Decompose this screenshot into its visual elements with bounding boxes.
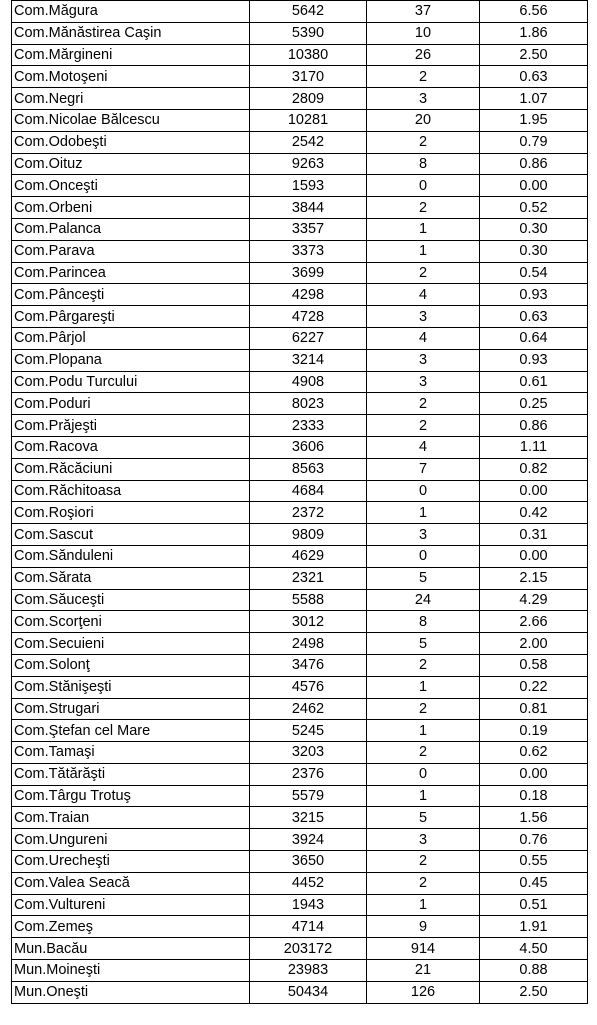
table-row [12,44,588,66]
rate-cell: 0.86 [480,153,588,175]
count-cell: 24 [367,589,480,611]
rate-cell: 0.30 [480,240,588,262]
table-row [12,88,588,110]
rate-cell: 0.63 [480,66,588,88]
population-cell: 3214 [250,349,367,371]
locality-name-cell: Com.Pânceşti [12,284,250,306]
population-cell: 6227 [250,327,367,349]
population-cell: 4684 [250,480,367,502]
table-row [12,197,588,219]
population-cell: 3012 [250,611,367,633]
count-cell: 2 [367,698,480,720]
rate-cell: 1.91 [480,916,588,938]
population-cell: 3476 [250,654,367,676]
rate-cell: 1.11 [480,436,588,458]
population-cell: 8023 [250,393,367,415]
population-cell: 5642 [250,1,367,23]
table-row [12,611,588,633]
locality-name-cell: Com.Tătărăşti [12,763,250,785]
population-cell: 2809 [250,88,367,110]
table-row [12,349,588,371]
count-cell: 3 [367,524,480,546]
rate-cell: 0.58 [480,654,588,676]
table-row [12,524,588,546]
table-row [12,938,588,960]
locality-name-cell: Com.Pârjol [12,327,250,349]
count-cell: 1 [367,240,480,262]
count-cell: 2 [367,131,480,153]
table-row [12,371,588,393]
locality-name-cell: Com.Scorţeni [12,611,250,633]
table-row [12,240,588,262]
table-row [12,415,588,437]
rate-cell: 1.95 [480,109,588,131]
rate-cell: 0.00 [480,175,588,197]
population-cell: 4908 [250,371,367,393]
locality-name-cell: Com.Ungureni [12,829,250,851]
table-row [12,742,588,764]
count-cell: 2 [367,415,480,437]
table-row [12,502,588,524]
count-cell: 1 [367,676,480,698]
locality-name-cell: Com.Nicolae Bălcescu [12,109,250,131]
locality-name-cell: Com.Racova [12,436,250,458]
rate-cell: 0.63 [480,306,588,328]
rate-cell: 0.52 [480,197,588,219]
table-row [12,763,588,785]
table-row [12,567,588,589]
count-cell: 2 [367,851,480,873]
rate-cell: 1.07 [480,88,588,110]
population-cell: 3924 [250,829,367,851]
locality-name-cell: Com.Valea Seacă [12,872,250,894]
locality-name-cell: Com.Măgura [12,1,250,23]
locality-name-cell: Com.Urecheşti [12,851,250,873]
rate-cell: 0.45 [480,872,588,894]
locality-name-cell: Com.Stănişeşti [12,676,250,698]
count-cell: 7 [367,458,480,480]
count-cell: 0 [367,763,480,785]
table-row [12,436,588,458]
rate-cell: 0.79 [480,131,588,153]
rate-cell: 0.22 [480,676,588,698]
population-cell: 3606 [250,436,367,458]
rate-cell: 0.19 [480,720,588,742]
table-row [12,327,588,349]
locality-name-cell: Com.Prăjeşti [12,415,250,437]
population-cell: 3650 [250,851,367,873]
count-cell: 8 [367,611,480,633]
rate-cell: 0.61 [480,371,588,393]
count-cell: 126 [367,981,480,1003]
rate-cell: 4.50 [480,938,588,960]
table-row [12,589,588,611]
locality-name-cell: Com.Ştefan cel Mare [12,720,250,742]
count-cell: 1 [367,218,480,240]
rate-cell: 0.18 [480,785,588,807]
count-cell: 37 [367,1,480,23]
table-row [12,480,588,502]
locality-name-cell: Com.Sărata [12,567,250,589]
locality-name-cell: Com.Săuceşti [12,589,250,611]
table-row [12,262,588,284]
count-cell: 3 [367,349,480,371]
table-row [12,458,588,480]
count-cell: 3 [367,88,480,110]
locality-name-cell: Com.Solonţ [12,654,250,676]
locality-name-cell: Com.Pârgareşti [12,306,250,328]
table-row [12,66,588,88]
locality-name-cell: Com.Motoşeni [12,66,250,88]
count-cell: 2 [367,197,480,219]
population-cell: 3373 [250,240,367,262]
locality-name-cell: Com.Orbeni [12,197,250,219]
locality-name-cell: Com.Plopana [12,349,250,371]
population-cell: 5390 [250,22,367,44]
table-body [12,1,588,1004]
table-row [12,785,588,807]
locality-name-cell: Com.Răchitoasa [12,480,250,502]
population-cell: 3170 [250,66,367,88]
population-cell: 5579 [250,785,367,807]
rate-cell: 2.00 [480,633,588,655]
rate-cell: 2.50 [480,44,588,66]
rate-cell: 0.82 [480,458,588,480]
rate-cell: 2.50 [480,981,588,1003]
population-cell: 50434 [250,981,367,1003]
locality-name-cell: Com.Mănăstirea Caşin [12,22,250,44]
rate-cell: 4.29 [480,589,588,611]
locality-name-cell: Mun.Moineşti [12,960,250,982]
table-row [12,894,588,916]
population-cell: 9809 [250,524,367,546]
population-cell: 2372 [250,502,367,524]
locality-name-cell: Com.Strugari [12,698,250,720]
locality-name-cell: Com.Mărgineni [12,44,250,66]
locality-name-cell: Mun.Bacău [12,938,250,960]
locality-name-cell: Com.Tamaşi [12,742,250,764]
rate-cell: 0.64 [480,327,588,349]
locality-name-cell: Com.Oituz [12,153,250,175]
table-row [12,22,588,44]
count-cell: 2 [367,742,480,764]
data-table-container [11,0,587,1004]
table-row [12,153,588,175]
count-cell: 1 [367,785,480,807]
rate-cell: 0.00 [480,545,588,567]
table-row [12,916,588,938]
count-cell: 2 [367,872,480,894]
rate-cell: 1.56 [480,807,588,829]
locality-statistics-table [11,0,588,1004]
population-cell: 8563 [250,458,367,480]
locality-name-cell: Com.Târgu Trotuş [12,785,250,807]
population-cell: 4714 [250,916,367,938]
population-cell: 4452 [250,872,367,894]
population-cell: 3215 [250,807,367,829]
rate-cell: 0.88 [480,960,588,982]
table-row [12,109,588,131]
count-cell: 3 [367,829,480,851]
table-row [12,720,588,742]
count-cell: 8 [367,153,480,175]
rate-cell: 2.66 [480,611,588,633]
table-row [12,545,588,567]
locality-name-cell: Com.Vultureni [12,894,250,916]
rate-cell: 0.51 [480,894,588,916]
table-row [12,851,588,873]
population-cell: 1593 [250,175,367,197]
population-cell: 203172 [250,938,367,960]
locality-name-cell: Com.Parincea [12,262,250,284]
locality-name-cell: Com.Traian [12,807,250,829]
count-cell: 9 [367,916,480,938]
table-row [12,829,588,851]
count-cell: 5 [367,633,480,655]
locality-name-cell: Com.Răcăciuni [12,458,250,480]
population-cell: 4576 [250,676,367,698]
population-cell: 3203 [250,742,367,764]
table-row [12,960,588,982]
table-row [12,807,588,829]
count-cell: 4 [367,327,480,349]
population-cell: 4728 [250,306,367,328]
table-row [12,306,588,328]
population-cell: 1943 [250,894,367,916]
population-cell: 2321 [250,567,367,589]
population-cell: 2542 [250,131,367,153]
count-cell: 914 [367,938,480,960]
count-cell: 4 [367,436,480,458]
rate-cell: 1.86 [480,22,588,44]
locality-name-cell: Com.Onceşti [12,175,250,197]
table-row [12,1,588,23]
count-cell: 21 [367,960,480,982]
population-cell: 4629 [250,545,367,567]
locality-name-cell: Com.Negri [12,88,250,110]
rate-cell: 0.86 [480,415,588,437]
rate-cell: 0.81 [480,698,588,720]
rate-cell: 0.30 [480,218,588,240]
count-cell: 2 [367,262,480,284]
count-cell: 26 [367,44,480,66]
rate-cell: 0.54 [480,262,588,284]
population-cell: 10380 [250,44,367,66]
count-cell: 3 [367,371,480,393]
table-row [12,698,588,720]
population-cell: 3844 [250,197,367,219]
locality-name-cell: Com.Palanca [12,218,250,240]
population-cell: 2376 [250,763,367,785]
population-cell: 2462 [250,698,367,720]
locality-name-cell: Com.Zemeş [12,916,250,938]
count-cell: 20 [367,109,480,131]
locality-name-cell: Mun.Oneşti [12,981,250,1003]
rate-cell: 0.31 [480,524,588,546]
locality-name-cell: Com.Odobeşti [12,131,250,153]
table-row [12,131,588,153]
rate-cell: 6.56 [480,1,588,23]
population-cell: 3357 [250,218,367,240]
rate-cell: 0.93 [480,284,588,306]
locality-name-cell: Com.Sănduleni [12,545,250,567]
count-cell: 0 [367,545,480,567]
rate-cell: 0.93 [480,349,588,371]
rate-cell: 0.00 [480,480,588,502]
population-cell: 23983 [250,960,367,982]
table-row [12,872,588,894]
count-cell: 3 [367,306,480,328]
table-row [12,633,588,655]
count-cell: 2 [367,393,480,415]
rate-cell: 0.25 [480,393,588,415]
rate-cell: 0.55 [480,851,588,873]
population-cell: 2333 [250,415,367,437]
rate-cell: 2.15 [480,567,588,589]
locality-name-cell: Com.Roşiori [12,502,250,524]
count-cell: 10 [367,22,480,44]
rate-cell: 0.42 [480,502,588,524]
rate-cell: 0.00 [480,763,588,785]
count-cell: 1 [367,502,480,524]
rate-cell: 0.62 [480,742,588,764]
count-cell: 2 [367,66,480,88]
count-cell: 0 [367,175,480,197]
population-cell: 4298 [250,284,367,306]
rate-cell: 0.76 [480,829,588,851]
locality-name-cell: Com.Secuieni [12,633,250,655]
count-cell: 2 [367,654,480,676]
table-row [12,981,588,1003]
locality-name-cell: Com.Parava [12,240,250,262]
count-cell: 0 [367,480,480,502]
table-row [12,175,588,197]
locality-name-cell: Com.Sascut [12,524,250,546]
population-cell: 2498 [250,633,367,655]
population-cell: 10281 [250,109,367,131]
population-cell: 5245 [250,720,367,742]
table-row [12,393,588,415]
population-cell: 3699 [250,262,367,284]
count-cell: 5 [367,807,480,829]
count-cell: 4 [367,284,480,306]
table-row [12,676,588,698]
count-cell: 1 [367,894,480,916]
table-row [12,218,588,240]
table-row [12,284,588,306]
population-cell: 9263 [250,153,367,175]
count-cell: 1 [367,720,480,742]
locality-name-cell: Com.Poduri [12,393,250,415]
population-cell: 5588 [250,589,367,611]
count-cell: 5 [367,567,480,589]
table-row [12,654,588,676]
locality-name-cell: Com.Podu Turcului [12,371,250,393]
